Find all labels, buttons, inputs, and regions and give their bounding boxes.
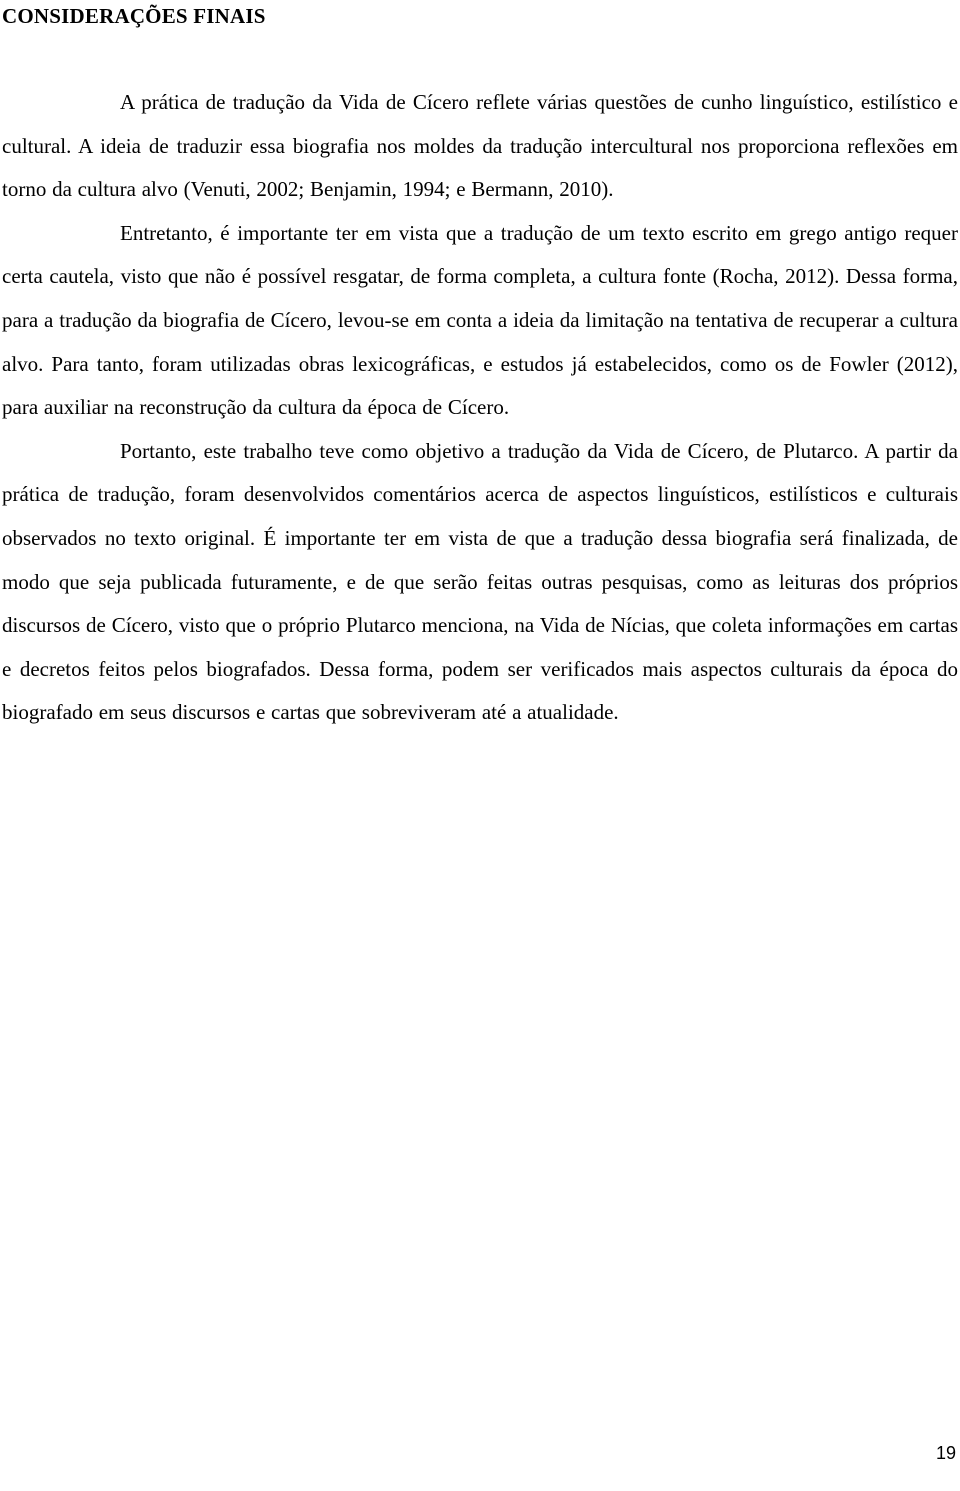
body-text [2, 81, 958, 735]
paragraph-3: Portanto, este trabalho teve como objetivo a tradução da Vida de Cícero, de Plutarco. A partir da prática de tradução, foram desenvolvidos comentários acerca de aspectos linguísticos, estilísticos e culturais observados no texto original. É importante ter em vista de que a tradução dessa biografia será finalizada, de modo que seja publicada futuramente, e de que serão feitas outras pesquisas, como as leituras dos próprios discursos de Cícero, visto que o próprio Plutarco menciona, na Vida de Nícias, que coleta informações em cartas e decretos feitos pelos biografados. Dessa forma, podem ser verificados mais aspectos culturais da época do biografado em seus discursos e cartas que sobreviveram até a atualidade. [2, 438, 958, 725]
paragraph-1: A prática de tradução da Vida de Cícero reflete várias questões de cunho linguístico, estilístico e cultural. A ideia de traduzir essa biografia nos moldes da tradução intercultural nos proporciona reflexões em torno da cultura alvo (Venuti, 2002; Benjamin, 1994; e Bermann, 2010). [2, 90, 958, 202]
section-heading: CONSIDERAÇÕES FINAIS [2, 4, 266, 28]
paragraph-2: Entretanto, é importante ter em vista que a tradução de um texto escrito em grego antigo requer certa cautela, visto que não é possível resgatar, de forma completa, a cultura fonte (Rocha, 2012). Dessa forma, para a tradução da biografia de Cícero, levou-se em conta a ideia da limitação na tentativa de recuperar a cultura alvo. Para tanto, foram utilizadas obras lexicográficas, e estudos já estabelecidos, como os de Fowler (2012), para auxiliar na reconstrução da cultura da época de Cícero. [2, 220, 958, 420]
page-number: 19 [935, 1443, 956, 1463]
